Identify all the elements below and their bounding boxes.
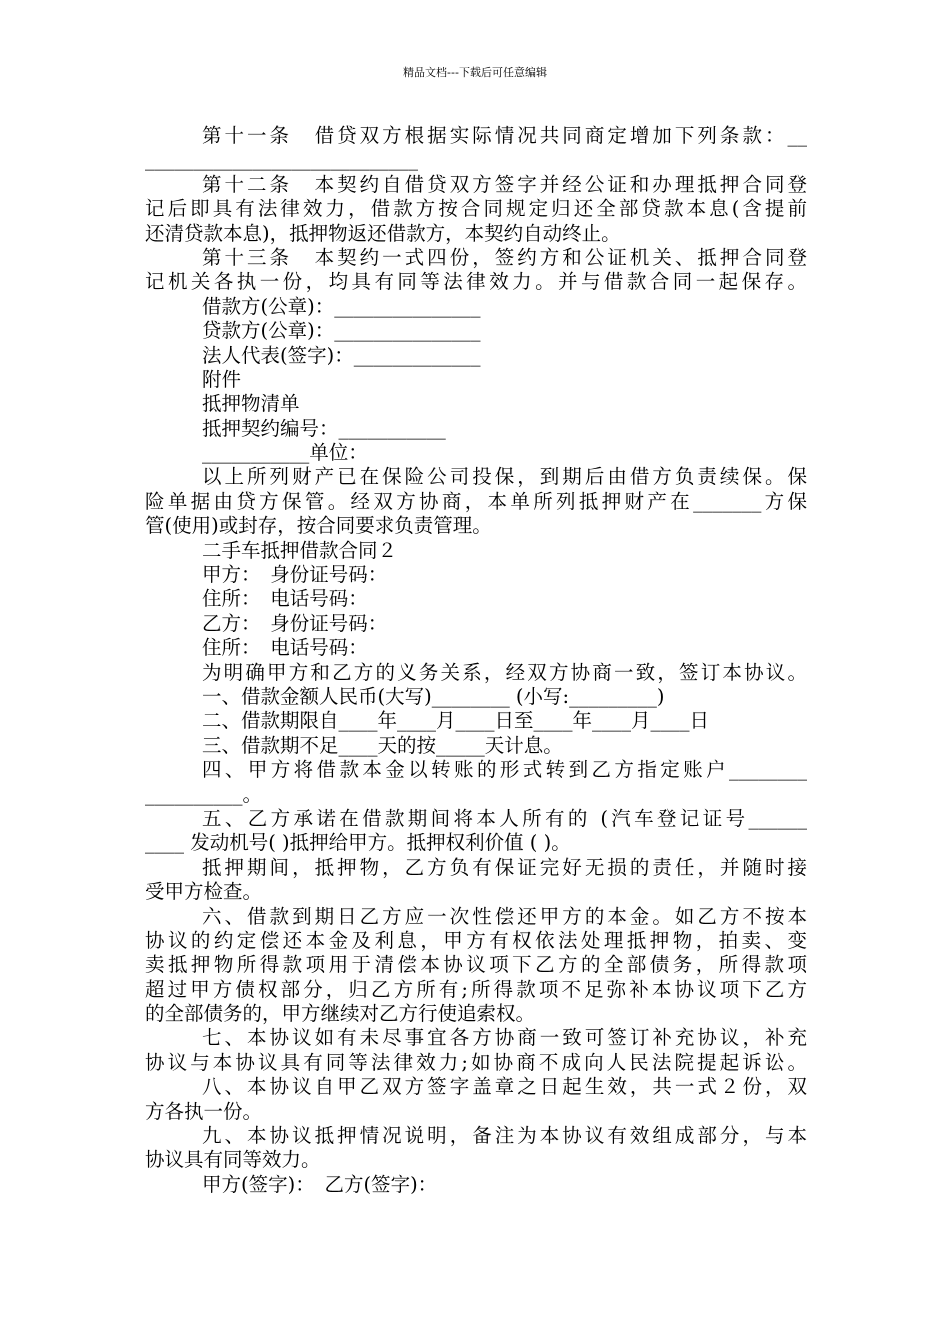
text-line: 的全部债务的，甲方继续对乙方行使追索权。: [145, 1002, 536, 1026]
text-line: 抵押物清单: [202, 392, 300, 416]
text-line: 管(使用)或封存，按合同要求负责管理。: [145, 514, 492, 538]
page-header: 精品文档---下载后可任意编辑: [403, 66, 547, 79]
text-line: 险单据由贷方保管。经双方协商，本单所列抵押财产在_______方保: [145, 489, 807, 513]
text-line: ___________单位：: [202, 441, 368, 465]
text-line: 超过甲方债权部分，归乙方所有;所得款项不足弥补本协议项下乙方: [145, 977, 807, 1001]
text-line: 九、本协议抵押情况说明，备注为本协议有效组成部分，与本: [202, 1124, 807, 1148]
text-line: 记后即具有法律效力，借款方按合同规定归还全部贷款本息(含提前: [145, 197, 807, 221]
text-line: 协议的约定偿还本金及利息，甲方有权依法处理抵押物，拍卖、变: [145, 928, 807, 952]
text-line: 第十二条 本契约自借贷双方签字并经公证和办理抵押合同登: [202, 172, 807, 196]
text-line: 住所： 电话号码：: [202, 587, 368, 611]
text-line: 三、借款期不足____天的按_____天计息。: [202, 733, 563, 757]
text-line: 抵押契约编号：___________: [202, 416, 446, 440]
text-line: 以上所列财产已在保险公司投保，到期后由借方负责续保。保: [202, 465, 807, 489]
text-line: 七、本协议如有未尽事宜各方协商一致可签订补充协议，补充: [202, 1026, 807, 1050]
text-line: 第十三条 本契约一式四份，签约方和公证机关、抵押合同登: [202, 245, 807, 269]
text-line: 住所： 电话号码：: [202, 636, 368, 660]
text-line: ____ 发动机号( )抵押给甲方。抵押权利价值 ( )。: [145, 831, 571, 855]
text-line: 附件: [202, 367, 242, 391]
text-line: 受甲方检查。: [145, 880, 263, 904]
text-line: 方各执一份。: [145, 1099, 263, 1123]
text-line: 第十一条 借贷双方根据实际情况共同商定增加下列条款：__: [202, 124, 807, 147]
text-line: 二手车抵押借款合同２: [202, 538, 398, 562]
text-line: 四、甲方将借款本金以转账的形式转到乙方指定账户________: [202, 758, 807, 782]
text-line: 借款方(公章)：_______________: [202, 294, 481, 318]
text-line: 八、本协议自甲乙双方签字盖章之日起生效，共一式２份，双: [202, 1075, 807, 1099]
text-line: 卖抵押物所得款项用于清偿本协议项下乙方的全部债务，所得款项: [145, 953, 807, 977]
text-line: 甲方(签字)： 乙方(签字)：: [202, 1172, 438, 1196]
text-line: 一、借款金额人民币(大写)________ (小写:_________): [202, 684, 665, 708]
text-line: 六、借款到期日乙方应一次性偿还甲方的本金。如乙方不按本: [202, 904, 807, 928]
text-line: 为明确甲方和乙方的义务关系，经双方协商一致，签订本协议。: [202, 660, 807, 684]
text-line: 甲方： 身份证号码：: [202, 563, 388, 587]
text-line: 抵押期间，抵押物，乙方负有保证完好无损的责任，并随时接: [202, 855, 807, 879]
text-line: 记机关各执一份，均具有同等法律效力。并与借款合同一起保存。: [145, 270, 807, 294]
text-line: 协议具有同等效力。: [145, 1148, 321, 1172]
text-line: 二、借款期限自____年____月____日至____年____月____日: [202, 709, 710, 733]
text-line: 五、乙方承诺在借款期间将本人所有的 (汽车登记证号______: [202, 806, 807, 830]
text-line: 还清贷款本息)，抵押物返还借款方，本契约自动终止。: [145, 221, 621, 245]
text-line: 贷款方(公章)：_______________: [202, 319, 481, 343]
text-line: 协议与本协议具有同等法律效力;如协商不成向人民法院提起诉讼。: [145, 1050, 807, 1074]
text-line: 乙方： 身份证号码：: [202, 611, 388, 635]
document-body: [145, 124, 807, 1197]
text-line: ____________________________: [145, 148, 418, 172]
text-line: 法人代表(签字)：_____________: [202, 343, 481, 367]
text-line: __________。: [145, 782, 263, 806]
